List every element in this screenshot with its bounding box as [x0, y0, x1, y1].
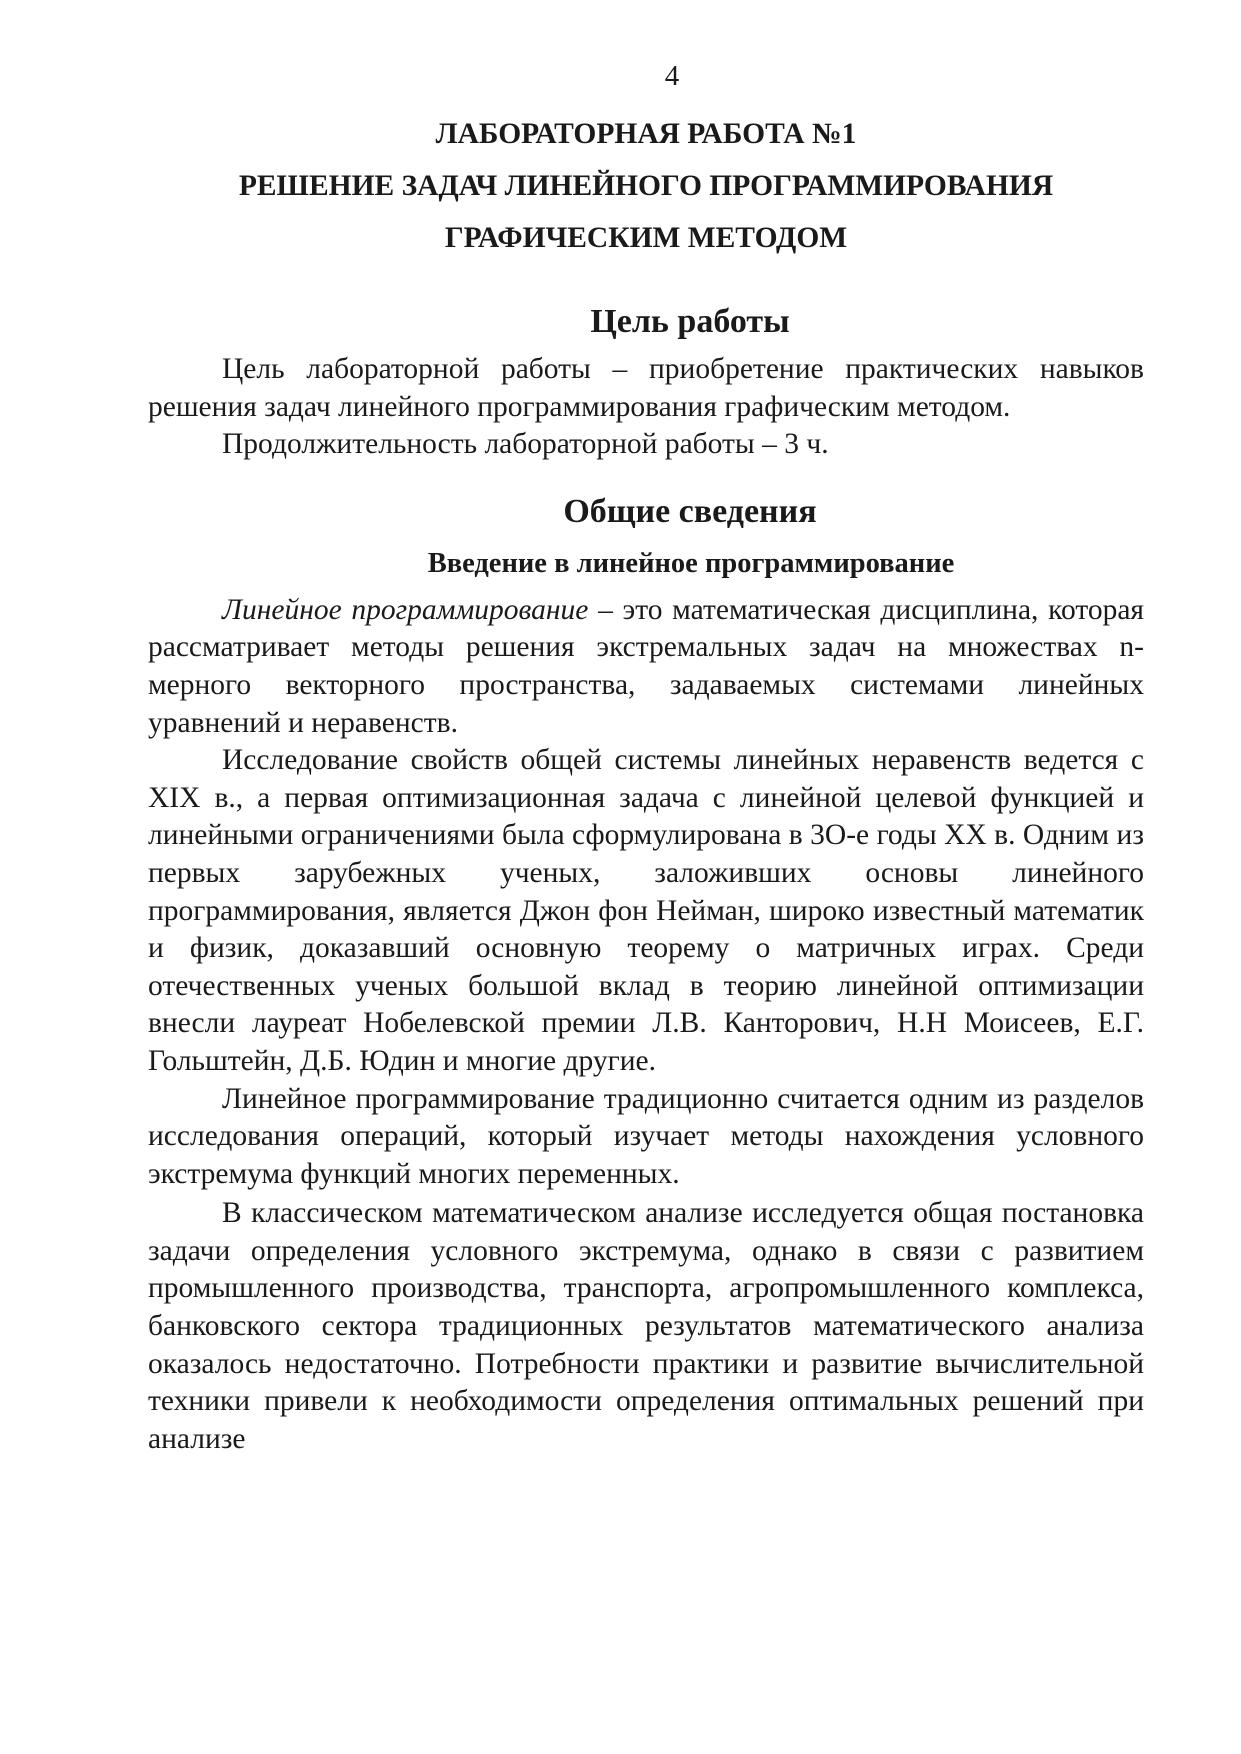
classical-analysis-paragraph: В классическом математическом анализе исследуется общая постановка задачи определения условного экстремума, однако в связи с развитием промышленного производства, транспорта, агропромышленного комплекса, банковского сектора традиционных результатов математического анализа оказалось недостаточно. Потребности практики и развитие вычислительной техники привели к необходимости определения оптимальных решений при анализе: [148, 1197, 1144, 1455]
page-number: 4: [664, 60, 680, 92]
general-info-heading: Общие сведения: [563, 492, 817, 530]
lp-term: Линейное программирование: [222, 593, 589, 626]
goal-heading: Цель работы: [590, 303, 790, 340]
lab-title-line-2: РЕШЕНИЕ ЗАДАЧ ЛИНЕЙНОГО ПРОГРАММИРОВАНИЯ: [238, 170, 1054, 202]
document-page: [148, 58, 1144, 1458]
lab-title: [148, 108, 1144, 264]
lab-title-line-3: ГРАФИЧЕСКИМ МЕТОДОМ: [444, 222, 848, 254]
lp-definition-paragraph: [148, 592, 1144, 742]
duration-paragraph: Продолжительность лабораторной работы – 3 ч.: [222, 428, 829, 461]
lab-title-line-1: ЛАБОРАТОРНАЯ РАБОТА №1: [435, 118, 857, 150]
lp-definition-text: – это математическая дисциплина, которая рассматривает методы решения экстремальных задач на множествах n-мерного векторного пространства, задаваемых системами линейных уравнений и неравенств.: [148, 593, 1144, 739]
intro-subheading: Введение в линейное программирование: [427, 547, 955, 579]
goal-paragraph: Цель лабораторной работы – приобретение практических навыков решения задач линейного программирования графическим методом.: [148, 353, 1144, 423]
history-paragraph: Исследование свойств общей системы линейных неравенств ведется с XIX в., а первая оптимизационная задача с линейной целевой функцией и линейными ограничениями была сформулирована в 3О-е годы XX в. Одним из первых зарубежных ученых, заложивших основы линейного программирования, является Джон фон Нейман, широко известный математик и физик, доказавший основную теорему о матричных играх. Среди отечественных ученых большой вклад в теорию линейной оптимизации внесли лауреат Нобелевской премии Л.В. Канторович, Н.Н Моисеев, Е.Г. Гольштейн, Д.Б. Юдин и многие другие.: [148, 744, 1144, 1077]
operations-research-paragraph: Линейное программирование традиционно считается одним из разделов исследования операций, который изучает методы нахождения условного экстремума функций многих переменных.: [148, 1082, 1144, 1190]
